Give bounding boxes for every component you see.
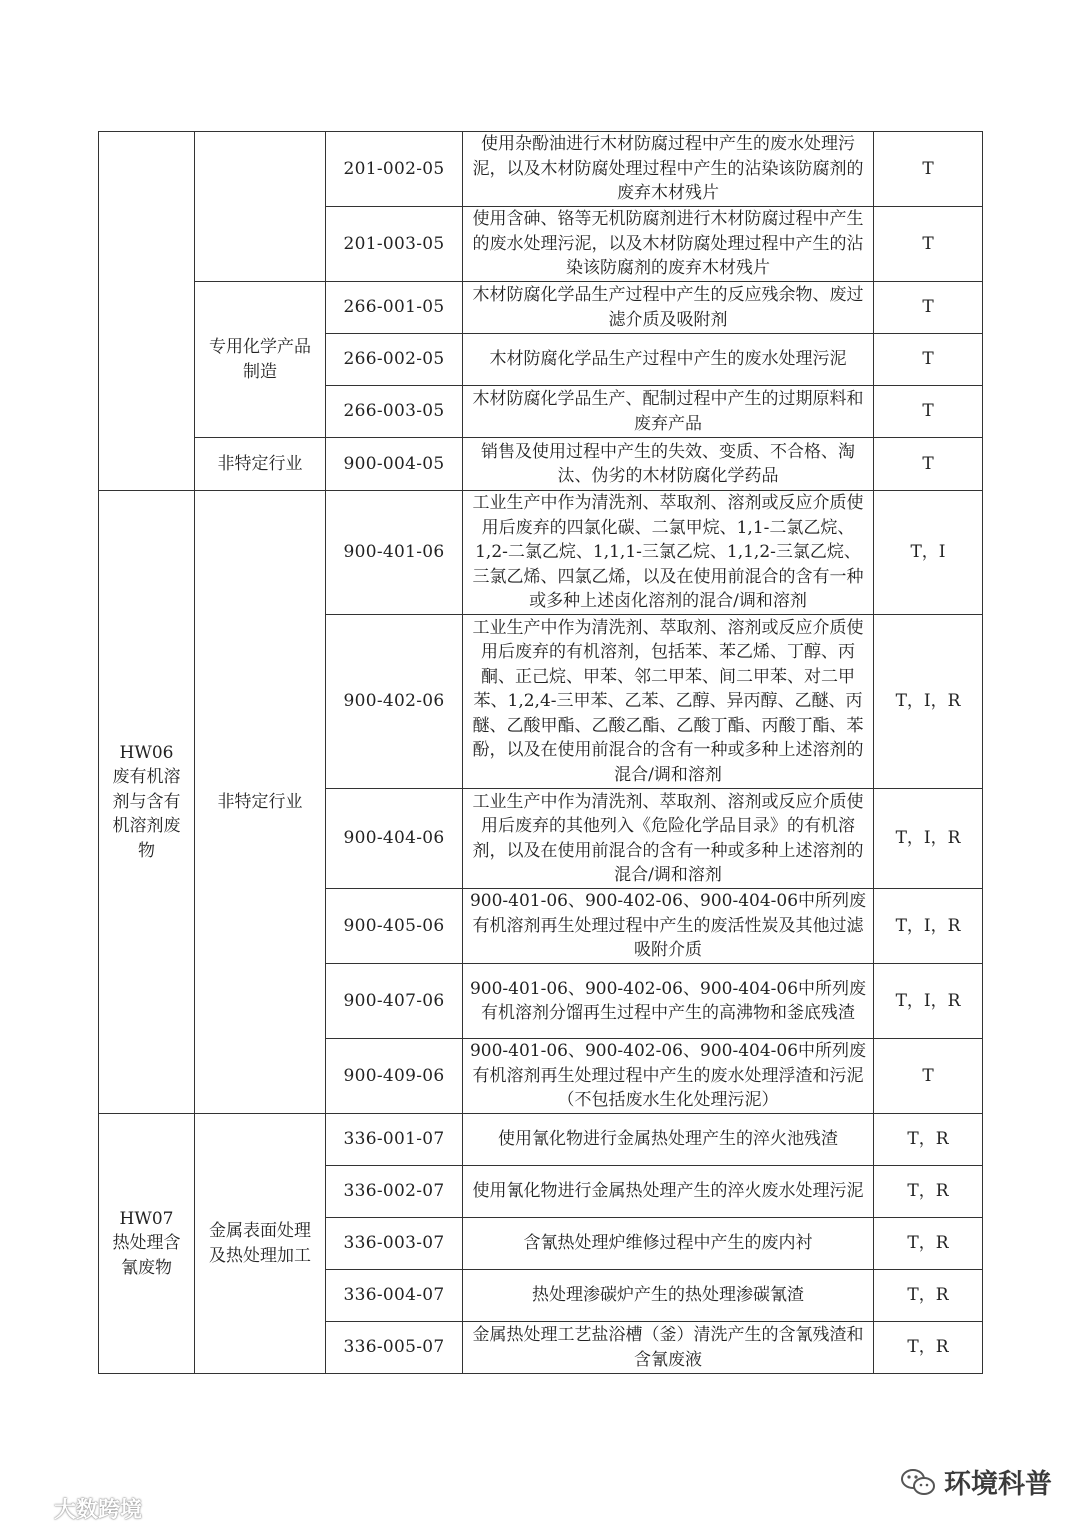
hazard-property: T (874, 438, 983, 491)
hazardous-waste-table (98, 131, 983, 1374)
hazard-property: T，I，R (874, 789, 983, 889)
brand-watermark (6, 1493, 142, 1524)
hazard-property: T (874, 1039, 983, 1114)
waste-code: 201-003-05 (326, 207, 463, 282)
industry-cell: 专用化学产品制造 (195, 282, 326, 438)
hazard-property: T，R (874, 1114, 983, 1166)
hazard-property: T，R (874, 1218, 983, 1270)
waste-description: 销售及使用过程中产生的失效、变质、不合格、淘汰、伪劣的木材防腐化学药品 (463, 438, 874, 491)
hazard-property: T，I (874, 491, 983, 615)
waste-code: 266-002-05 (326, 334, 463, 386)
hazard-property: T，I，R (874, 889, 983, 964)
wechat-watermark (900, 1462, 1052, 1501)
table-row (99, 438, 983, 491)
waste-code: 266-003-05 (326, 386, 463, 438)
industry-cell: 非特定行业 (195, 491, 326, 1114)
waste-code: 336-001-07 (326, 1114, 463, 1166)
table-row (99, 132, 983, 207)
hazard-property: T (874, 282, 983, 334)
hazard-property: T，R (874, 1270, 983, 1322)
category-code: HW07 (119, 1208, 174, 1229)
waste-description: 900-401-06、900-402-06、900-404-06中所列废有机溶剂分馏再生过程中产生的高沸物和釜底残渣 (463, 964, 874, 1039)
waste-code: 900-404-06 (326, 789, 463, 889)
waste-code: 900-402-06 (326, 615, 463, 789)
hazard-property: T，I，R (874, 615, 983, 789)
waste-description: 热处理渗碳炉产生的热处理渗碳氰渣 (463, 1270, 874, 1322)
wechat-icon (900, 1467, 936, 1497)
hazard-property: T (874, 386, 983, 438)
industry-cell: 非特定行业 (195, 438, 326, 491)
table-row (99, 1114, 983, 1166)
waste-description: 木材防腐化学品生产过程中产生的反应残余物、废过滤介质及吸附剂 (463, 282, 874, 334)
hazard-property: T，R (874, 1322, 983, 1374)
waste-description: 木材防腐化学品生产、配制过程中产生的过期原料和废弃产品 (463, 386, 874, 438)
industry-cell: 金属表面处理及热处理加工 (195, 1114, 326, 1374)
watermark-text: 大数跨境 (54, 1498, 143, 1523)
hazard-property: T (874, 334, 983, 386)
waste-description: 使用含砷、铬等无机防腐剂进行木材防腐过程中产生的废水处理污泥，以及木材防腐处理过程中产生的沾染该防腐剂的废弃木材残片 (463, 207, 874, 282)
waste-description: 含氰热处理炉维修过程中产生的废内衬 (463, 1218, 874, 1270)
waste-code: 201-002-05 (326, 132, 463, 207)
waste-code: 900-409-06 (326, 1039, 463, 1114)
table-row (99, 491, 983, 615)
waste-description: 使用氰化物进行金属热处理产生的淬火废水处理污泥 (463, 1166, 874, 1218)
waste-description: 木材防腐化学品生产过程中产生的废水处理污泥 (463, 334, 874, 386)
waste-description: 900-401-06、900-402-06、900-404-06中所列废有机溶剂再生处理过程中产生的废水处理浮渣和污泥（不包括废水生化处理污泥） (463, 1039, 874, 1114)
waste-description: 工业生产中作为清洗剂、萃取剂、溶剂或反应介质使用后废弃的其他列入《危险化学品目录》的有机溶剂，以及在使用前混合的含有一种或多种上述溶剂的混合/调和溶剂 (463, 789, 874, 889)
waste-description: 使用杂酚油进行木材防腐过程中产生的废水处理污泥，以及木材防腐处理过程中产生的沾染该防腐剂的废弃木材残片 (463, 132, 874, 207)
waste-description: 900-401-06、900-402-06、900-404-06中所列废有机溶剂再生处理过程中产生的废活性炭及其他过滤吸附介质 (463, 889, 874, 964)
hazard-property: T，R (874, 1166, 983, 1218)
waste-code: 900-407-06 (326, 964, 463, 1039)
watermark-text: 环境科普 (944, 1469, 1052, 1500)
waste-description: 使用氰化物进行金属热处理产生的淬火池残渣 (463, 1114, 874, 1166)
waste-code: 900-004-05 (326, 438, 463, 491)
hazard-property: T (874, 132, 983, 207)
waste-code: 266-001-05 (326, 282, 463, 334)
waste-description: 金属热处理工艺盐浴槽（釜）清洗产生的含氰残渣和含氰废液 (463, 1322, 874, 1374)
waste-code: 336-003-07 (326, 1218, 463, 1270)
category-code: HW06 (119, 742, 174, 763)
waste-code: 900-401-06 (326, 491, 463, 615)
category-name: 废有机溶剂与含有机溶剂废物 (112, 767, 181, 861)
waste-description: 工业生产中作为清洗剂、萃取剂、溶剂或反应介质使用后废弃的四氯化碳、二氯甲烷、1,1-二氯乙烷、1,2-二氯乙烷、1,1,1-三氯乙烷、1,1,2-三氯乙烷、三氯乙烯、四氯乙烯，以及在使用前混合的含有一种或多种上述卤化溶剂的混合/调和溶剂 (463, 491, 874, 615)
hazard-property: T (874, 207, 983, 282)
category-cell-hw06 (99, 491, 195, 1114)
waste-code: 336-004-07 (326, 1270, 463, 1322)
category-cell-continued (99, 132, 195, 491)
industry-cell-continued (195, 132, 326, 282)
category-cell-hw07 (99, 1114, 195, 1374)
waste-code: 900-405-06 (326, 889, 463, 964)
category-name: 热处理含氰废物 (112, 1233, 181, 1278)
waste-code: 336-002-07 (326, 1166, 463, 1218)
waste-description: 工业生产中作为清洗剂、萃取剂、溶剂或反应介质使用后废弃的有机溶剂，包括苯、苯乙烯、丁醇、丙酮、正己烷、甲苯、邻二甲苯、间二甲苯、对二甲苯、1,2,4-三甲苯、乙苯、乙醇、异丙醇、乙醚、丙醚、乙酸甲酯、乙酸乙酯、乙酸丁酯、丙酸丁酯、苯酚，以及在使用前混合的含有一种或多种上述溶剂的混合/调和溶剂 (463, 615, 874, 789)
waste-code: 336-005-07 (326, 1322, 463, 1374)
hazard-property: T，I，R (874, 964, 983, 1039)
logo-icon (6, 1498, 48, 1520)
table-row (99, 282, 983, 334)
